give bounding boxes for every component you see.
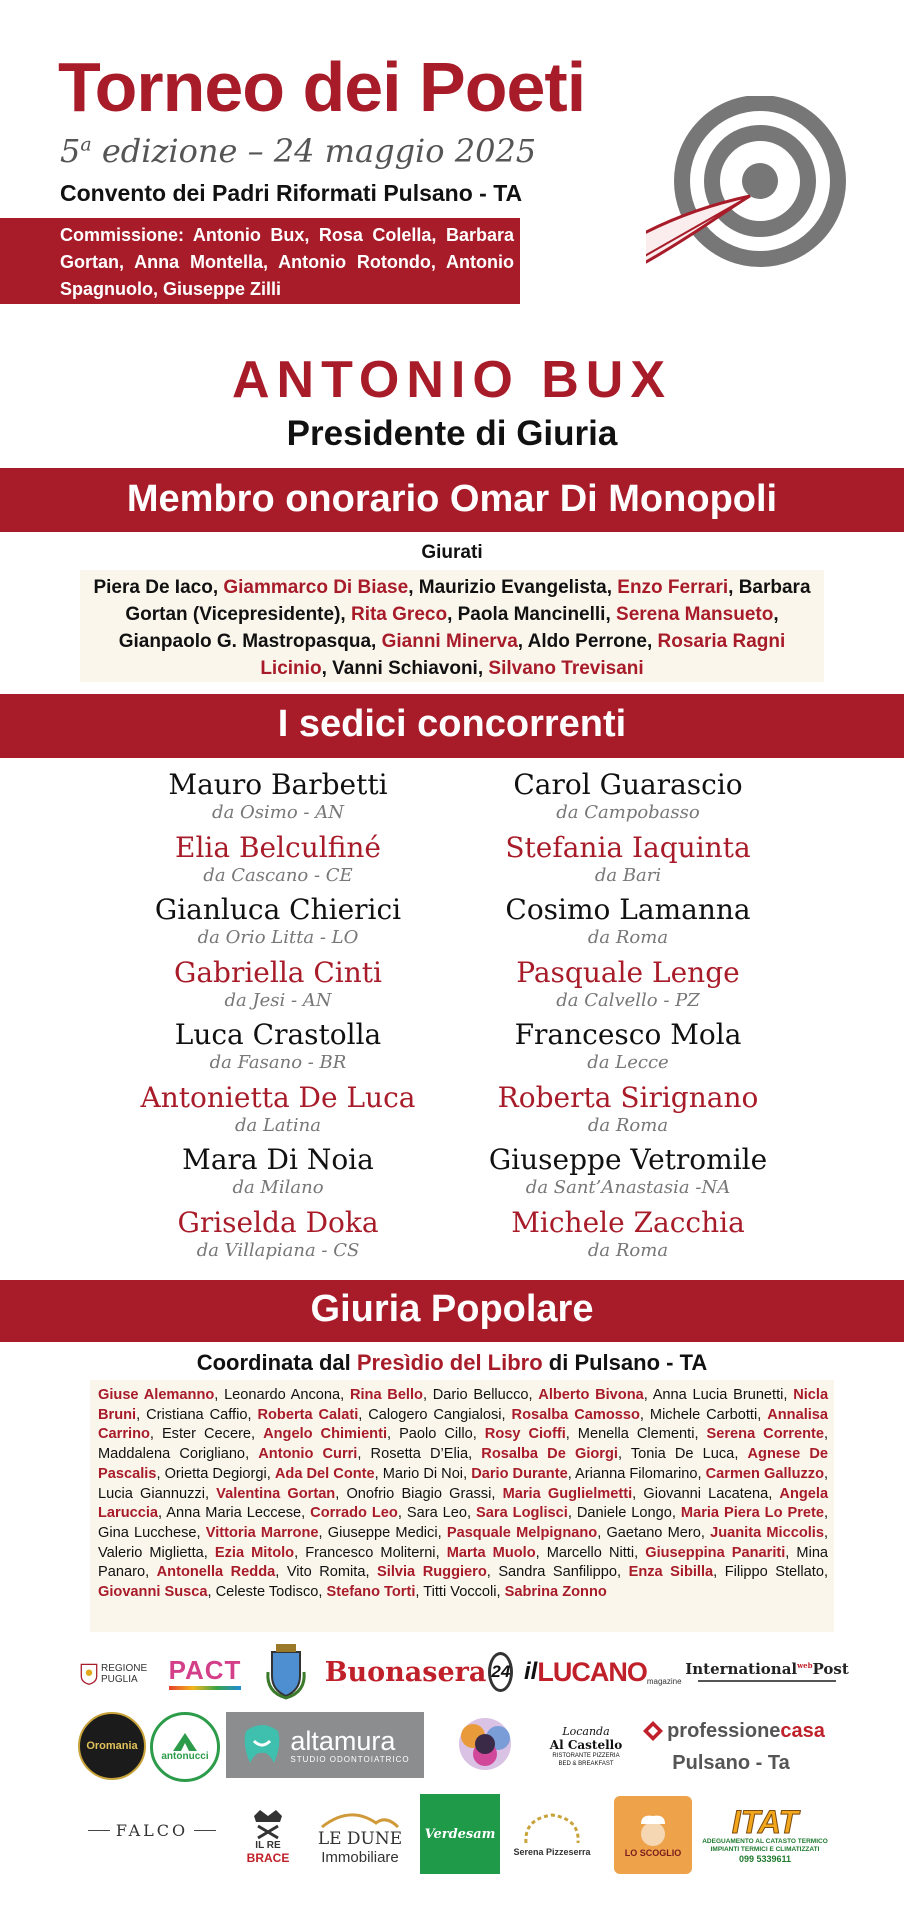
- re-brace-line1: IL RE: [255, 1839, 281, 1851]
- jury-member: Angela Laruccia: [98, 1485, 829, 1522]
- wreath-icon: [522, 1813, 582, 1847]
- contestant-name: Elia Belculfiné: [175, 830, 381, 864]
- itat-logo: [700, 1800, 830, 1870]
- professione-casa-logo: [622, 1716, 844, 1746]
- jury-member: Rosetta D’Elia: [370, 1446, 469, 1463]
- venue: Convento dei Padri Riformati Pulsano - TA: [60, 180, 523, 206]
- jury-member: Marcello Nitti: [546, 1544, 635, 1561]
- contestant: [438, 1081, 818, 1144]
- contestant-city: da Latina: [235, 1114, 321, 1136]
- jury-member: Maria Guglielmetti: [502, 1485, 633, 1502]
- jury-member: Giuseppe Medici: [327, 1524, 438, 1541]
- jury-member: Gianpaolo G. Mastropasqua: [118, 631, 372, 652]
- contestant-name: Francesco Mola: [514, 1018, 742, 1051]
- jury-member: Francesco Moliterni: [305, 1544, 436, 1561]
- jury-member: Gina Lucchese: [98, 1524, 197, 1541]
- artistic-badge-logo: [438, 1710, 532, 1782]
- jury-member: Daniele Longo: [576, 1505, 672, 1522]
- contestant: [88, 768, 468, 831]
- jury-member: Giammarco Di Biase: [223, 577, 409, 598]
- jury-list: Piera De Iaco, Giammarco Di Biase, Maurizio Evangelista, Enzo Ferrari, Barbara Gortan (Vicepresidente), Rita Greco, Paola Mancinelli, Serena Mansueto, Gianpaolo G. Mastropasqua, Gianni Minerva, Aldo Perrone, Rosaria Ragni Licinio, Vanni Schiavoni, Silvano Trevisani: [93, 577, 811, 679]
- locanda-text: Locanda: [562, 1724, 610, 1738]
- falco-rule-left: [88, 1830, 110, 1831]
- jury-member: Sara Loglisci: [476, 1505, 568, 1522]
- regione-text: REGIONE PUGLIA: [101, 1663, 148, 1685]
- jury-member: Onofrio Biagio Grassi: [346, 1485, 492, 1502]
- contestant: [88, 1206, 468, 1269]
- contestant-city: da Villapiana - CS: [196, 1239, 360, 1261]
- jury-member: Dario Durante: [471, 1465, 568, 1482]
- commission-text: Commissione: Antonio Bux, Rosa Colella, Barbara Gortan, Anna Montella, Antonio Rotondo, Antonio Spagnuolo, Giuseppe Zilli: [60, 225, 514, 299]
- international-text: International: [685, 1660, 798, 1678]
- jury-member: Nicla Bruni: [98, 1387, 829, 1423]
- contestants-heading: I sedici concorrenti: [277, 703, 627, 745]
- jury-member: Enzo Ferrari: [617, 577, 729, 598]
- regione-puglia-logo: [80, 1642, 156, 1706]
- serena-text: Serena Pizzeserra: [513, 1847, 591, 1857]
- jury-member: Giuse Alemanno: [98, 1387, 215, 1403]
- international-post-logo: [685, 1654, 849, 1688]
- edition-number: 5: [60, 132, 81, 170]
- jury-member: Carmen Galluzzo: [705, 1465, 825, 1482]
- pulsano-text-block: [656, 1748, 806, 1778]
- jury-member: Rosalba De Giorgi: [481, 1446, 618, 1463]
- contestant: [438, 831, 818, 894]
- jury-member: Vito Romita: [286, 1564, 366, 1581]
- jury-member: Silvano Trevisani: [488, 658, 644, 679]
- jury-member: Rosaria Ragni Licinio: [260, 631, 786, 679]
- immobiliare-text: Immobiliare: [321, 1848, 399, 1866]
- contestant: [438, 1206, 818, 1269]
- lucano-magazine: magazine: [646, 1677, 682, 1686]
- contestant-name: Griselda Doka: [177, 1205, 379, 1239]
- crest-icon: [264, 1642, 308, 1700]
- jury-member: Calogero Cangialosi: [368, 1406, 502, 1423]
- dune-icon: [320, 1809, 400, 1829]
- contestant-name: Cosimo Lamanna: [505, 893, 751, 926]
- jury-member: Aldo Perrone: [527, 631, 647, 652]
- jury-member: Roberta Calati: [257, 1406, 359, 1423]
- jury-member: Vanni Schiavoni: [332, 658, 478, 679]
- contestant-city: da Jesi - AN: [224, 989, 332, 1011]
- contestant: [438, 1018, 818, 1081]
- jury-member: Paolo Cillo: [399, 1426, 473, 1443]
- contestant-city: da Lecce: [587, 1052, 669, 1073]
- jury-member: Gaetano Mero: [606, 1524, 701, 1541]
- jury-member: Annalisa Carrino: [98, 1406, 829, 1443]
- jury-member: Maurizio Evangelista: [418, 577, 607, 598]
- jury-member: Valerio Miglietta: [98, 1544, 204, 1561]
- jury-member: Giuseppina Panariti: [645, 1544, 786, 1561]
- president-role: Presidente di Giuria: [286, 414, 618, 453]
- jury-member: Menella Clementi: [577, 1426, 695, 1443]
- verdesam-logo: [420, 1794, 500, 1874]
- lucano-il: il: [524, 1658, 538, 1685]
- jury-member: Mina Panaro: [98, 1544, 829, 1581]
- falco-logo: [82, 1808, 222, 1852]
- jury-member: Piera De Iaco: [93, 577, 213, 598]
- honorary-member: Membro onorario Omar Di Monopoli: [126, 478, 778, 520]
- jury-member: Ezia Mitolo: [214, 1544, 295, 1561]
- chef-icon: [633, 1812, 673, 1848]
- antonucci-text: antonucci: [161, 1750, 209, 1762]
- jury-member: Anna Maria Leccese: [166, 1505, 302, 1522]
- jury-member: Sara Leo: [406, 1505, 468, 1522]
- jury-member: Michele Carbotti: [649, 1406, 758, 1423]
- contestant: [88, 956, 468, 1019]
- coordinator-org: Presìdio del Libro: [356, 1350, 543, 1375]
- pact-logo: [164, 1644, 246, 1700]
- jury-member: Barbara Gortan (Vicepresidente): [125, 577, 811, 625]
- antonucci-arrow-icon: [173, 1733, 197, 1751]
- oromania-text: Oromania: [86, 1740, 138, 1752]
- jury-member: Rina Bello: [349, 1387, 423, 1403]
- international-rule: [698, 1680, 836, 1682]
- verdesam-text: Verdesam: [424, 1826, 496, 1842]
- popular-jury-heading: Giuria Popolare: [310, 1288, 594, 1330]
- tooth-icon: [240, 1723, 284, 1767]
- jury-member: Sandra Sanfilippo: [498, 1564, 618, 1581]
- popular-jury-coordinator: [0, 1350, 904, 1376]
- itat-text: ITAT: [731, 1804, 799, 1840]
- jury-member: Agnese De Pascalis: [98, 1446, 828, 1482]
- jury-member: Celeste Todisco: [215, 1584, 319, 1601]
- edition-superscript: a: [80, 133, 92, 156]
- contestant-name: Michele Zacchia: [511, 1205, 745, 1239]
- jury-label: Giurati: [421, 542, 483, 563]
- altamura-text: altamura: [290, 1725, 396, 1756]
- contestant: [438, 1143, 818, 1206]
- pact-stripe: [169, 1686, 241, 1690]
- contestant-city: da Sant’Anastasia -NA: [525, 1177, 731, 1198]
- contestant-name: Carol Guarascio: [513, 768, 743, 801]
- contestant-city: da Osimo - AN: [212, 802, 344, 823]
- international-post: Post: [812, 1660, 849, 1678]
- jury-member: Enza Sibilla: [628, 1564, 714, 1581]
- contestant: [438, 768, 818, 831]
- jury-member: Serena Mansueto: [616, 604, 774, 625]
- target-quill-icon: [646, 96, 860, 328]
- jury-member: Orietta Degiorgi: [164, 1465, 267, 1482]
- jury-member: Rosalba Camosso: [511, 1406, 640, 1423]
- itat-phone: 099 5339611: [738, 1854, 792, 1864]
- jury-member: Tonia De Luca: [630, 1446, 735, 1463]
- jury-member: Valentina Gortan: [216, 1485, 336, 1502]
- contestant: [88, 893, 468, 956]
- jury-member: Mario Di Noi: [382, 1465, 464, 1482]
- contestant-city: da Roma: [587, 1114, 669, 1136]
- re-brace-line2: BRACE: [246, 1850, 290, 1865]
- jury-member: Ada Del Conte: [274, 1465, 375, 1482]
- pact-text: PACT: [168, 1654, 242, 1685]
- contestant-name: Pasquale Lenge: [516, 955, 740, 989]
- comune-crest-logo: [262, 1640, 310, 1702]
- jury-member: Alberto Bivona: [538, 1387, 644, 1403]
- falco-text: FALCO: [115, 1820, 189, 1840]
- jury-member: Arianna Filomarino: [575, 1465, 698, 1482]
- contestants-right-column: [438, 768, 818, 1268]
- contestants-left-column: [88, 768, 468, 1268]
- professione-text: professione: [667, 1719, 781, 1742]
- jury-member: Serena Corrente: [706, 1426, 824, 1443]
- scoglio-text: LO SCOGLIO: [624, 1848, 682, 1858]
- jury-member: Juanita Miccolis: [710, 1524, 824, 1541]
- itat-sub: ADEGUAMENTO AL CATASTO TERMICO IMPIANTI TERMICI E CLIMATIZZATI: [702, 1838, 828, 1853]
- jury-member: Titti Voccoli: [423, 1584, 497, 1601]
- coordinator-suffix: di Pulsano - TA: [542, 1350, 708, 1375]
- contestant: [88, 831, 468, 894]
- jury-member: Stefano Torti: [326, 1584, 416, 1601]
- flower-badge-icon: [438, 1710, 532, 1782]
- jury-member: Maddalena Corigliano: [98, 1446, 246, 1463]
- president-name: ANTONIO BUX: [231, 351, 673, 409]
- contestant-name: Mauro Barbetti: [168, 768, 388, 801]
- jury-member: Corrado Leo: [310, 1505, 398, 1522]
- contestant-name: Mara Di Noia: [182, 1143, 374, 1176]
- altamura-logo: [226, 1712, 424, 1778]
- jury-member: Lucia Giannuzzi: [98, 1485, 205, 1502]
- international-web: web: [797, 1661, 813, 1670]
- jury-member: Leonardo Ancona: [224, 1387, 341, 1403]
- jury-member: Paola Mancinelli: [457, 604, 606, 625]
- antonucci-logo: [150, 1712, 220, 1782]
- re-brace-logo: [236, 1798, 300, 1874]
- contestant-city: da Calvello - PZ: [556, 989, 700, 1011]
- jury-member: Giovanni Susca: [98, 1584, 208, 1601]
- house-icon: [641, 1719, 665, 1743]
- il-lucano-logo: [524, 1652, 690, 1692]
- jury-member: Dario Bellucco: [432, 1387, 529, 1403]
- contestant-name: Gabriella Cinti: [173, 955, 383, 989]
- le-dune-text: LE DUNE: [317, 1828, 403, 1849]
- castello-text: Al Castello: [549, 1737, 623, 1752]
- edition-line: [60, 132, 536, 170]
- jury-member: Angelo Chimienti: [263, 1426, 388, 1443]
- contestant-city: da Cascano - CE: [203, 864, 353, 886]
- locanda-castello-logo: [548, 1710, 624, 1782]
- altamura-sub: STUDIO ODONTOIATRICO: [290, 1754, 410, 1764]
- contestant-name: Luca Crastolla: [174, 1018, 382, 1051]
- contestant-name: Antonietta De Luca: [140, 1080, 416, 1114]
- contestant-name: Giuseppe Vetromile: [488, 1143, 768, 1176]
- buonasera-text: Buonasera: [324, 1656, 487, 1688]
- serena-pizzeserra-logo: [508, 1802, 596, 1868]
- contestant-city: da Campobasso: [556, 802, 700, 823]
- grill-icon: [250, 1808, 286, 1840]
- oromania-logo: [78, 1712, 146, 1780]
- jury-member: Gianni Minerva: [381, 631, 518, 652]
- contestant-city: da Roma: [587, 927, 669, 948]
- contestant-city: da Roma: [587, 1239, 669, 1261]
- jury-member: Pasquale Melpignano: [446, 1524, 598, 1541]
- jury-member: Sabrina Zonno: [504, 1584, 607, 1601]
- event-title: Torneo dei Poeti: [58, 48, 586, 126]
- popular-jury-list: Giuse Alemanno, Leonardo Ancona, Rina Bello, Dario Bellucco, Alberto Bivona, Anna Lucia Brunetti, Nicla Bruni, Cristiana Caffio, Roberta Calati, Calogero Cangialosi, Rosalba Camosso, Michele Carbotti, Annalisa Carrino, Ester Cecere, Angelo Chimienti, Paolo Cillo, Rosy Cioffi, Menella Clementi, Serena Corrente, Maddalena Corigliano, Antonio Curri, Rosetta D’Elia, Rosalba De Giorgi, Tonia De Luca, Agnese De Pascalis, Orietta Degiorgi, Ada Del Conte, Mario Di Noi, Dario Durante, Arianna Filomarino, Carmen Galluzzo, Lucia Giannuzzi, Valentina Gortan, Onofrio Biagio Grassi, Maria Guglielmetti, Giovanni Lacatena, Angela Laruccia, Anna Maria Leccese, Corrado Leo, Sara Leo, Sara Loglisci, Daniele Longo, Maria Piera Lo Prete, Gina Lucchese, Vittoria Marrone, Giuseppe Medici, Pasquale Melpignano, Gaetano Mero, Juanita Miccolis, Valerio Miglietta, Ezia Mitolo, Francesco Moliterni, Marta Muolo, Marcello Nitti, Giuseppina Panariti, Mina Panaro, Antonella Redda, Vito Romita, Silvia Ruggiero, Sandra Sanfilippo, Enza Sibilla, Filippo Stellato, Giovanni Susca, Celeste Todisco, Stefano Torti, Titti Voccoli, Sabrina Zonno: [98, 1387, 829, 1601]
- jury-member: Vittoria Marrone: [205, 1524, 319, 1541]
- jury-member: Rita Greco: [350, 604, 448, 625]
- contestant-name: Gianluca Chierici: [154, 893, 402, 926]
- jury-member: Marta Muolo: [446, 1544, 536, 1561]
- jury-member: Antonio Curri: [258, 1446, 358, 1463]
- pulsano-text: Pulsano - Ta: [672, 1751, 790, 1774]
- contestant: [438, 956, 818, 1019]
- edition-date: edizione – 24 maggio 2025: [91, 132, 537, 170]
- contestant-city: da Bari: [594, 864, 662, 886]
- regione-shield-icon: [80, 1657, 98, 1691]
- le-dune-logo: [314, 1802, 406, 1872]
- contestant-name: Stefania Iaquinta: [505, 830, 751, 864]
- lucano-text: LUCANO: [537, 1656, 647, 1687]
- jury-member: Silvia Ruggiero: [377, 1564, 487, 1581]
- jury-member: Filippo Stellato: [724, 1564, 824, 1581]
- contestant: [88, 1081, 468, 1144]
- buonasera-logo: [324, 1650, 511, 1694]
- jury-member: Giovanni Lacatena: [643, 1485, 769, 1502]
- contestant-city: da Fasano - BR: [209, 1052, 347, 1073]
- falco-rule-right: [194, 1830, 216, 1831]
- jury-member: Cristiana Caffio: [146, 1406, 248, 1423]
- jury-member: Rosy Cioffi: [484, 1426, 566, 1443]
- jury-member: Ester Cecere: [161, 1426, 252, 1443]
- contestant: [438, 893, 818, 956]
- jury-member: Maria Piera Lo Prete: [680, 1505, 824, 1522]
- contestant: [88, 1143, 468, 1206]
- casa-text: casa: [780, 1719, 825, 1742]
- lo-scoglio-logo: [614, 1796, 692, 1874]
- contestant-name: Roberta Sirignano: [497, 1080, 759, 1114]
- coordinator-prefix: Coordinata dal: [196, 1350, 357, 1375]
- buonasera-badge: 24: [488, 1652, 513, 1692]
- contestant-city: da Orio Litta - LO: [197, 927, 359, 948]
- contestant-city: da Milano: [232, 1177, 324, 1198]
- contestant: [88, 1018, 468, 1081]
- jury-member: Antonella Redda: [156, 1564, 276, 1581]
- jury-member: Anna Lucia Brunetti: [652, 1387, 784, 1403]
- locanda-sub: RISTORANTE PIZZERIA BED & BREAKFAST: [552, 1752, 620, 1767]
